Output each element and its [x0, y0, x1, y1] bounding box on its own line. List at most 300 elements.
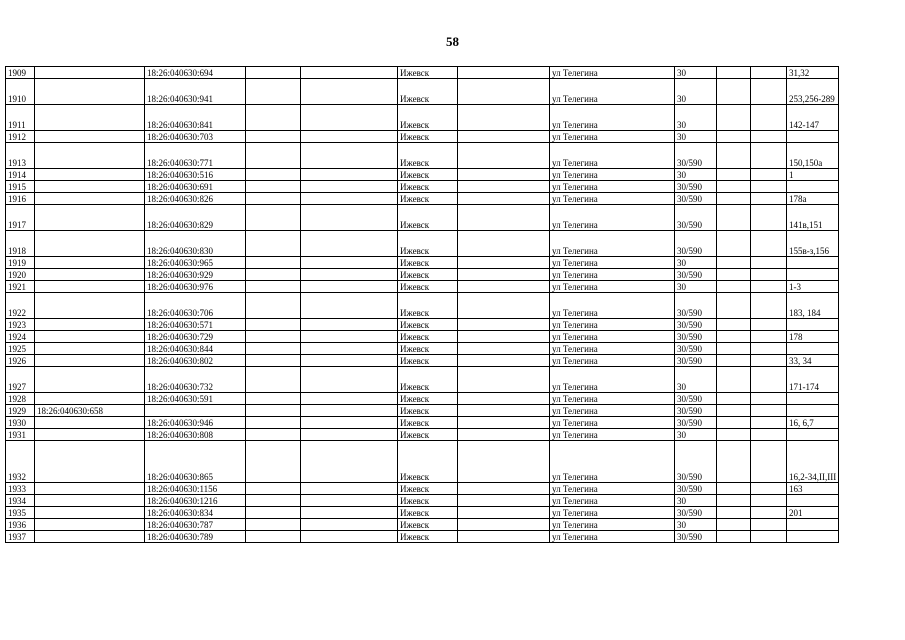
blank-cell-d	[717, 441, 751, 483]
blank-cell-d	[717, 355, 751, 367]
city-cell: Ижевск	[398, 355, 458, 367]
blank-cell-b	[301, 495, 398, 507]
unit-numbers-cell: 201	[787, 507, 839, 519]
house-number-cell: 30	[675, 67, 717, 79]
parcel-number-cell	[35, 355, 145, 367]
cadastral-number-cell: 18:26:040630:802	[145, 355, 246, 367]
blank-cell-d	[717, 79, 751, 105]
street-cell: ул Телегина	[550, 79, 675, 105]
house-number-cell: 30/590	[675, 331, 717, 343]
city-cell: Ижевск	[398, 293, 458, 319]
cadastral-number-cell: 18:26:040630:941	[145, 79, 246, 105]
unit-numbers-cell: 31,32	[787, 67, 839, 79]
blank-cell-b	[301, 293, 398, 319]
table-row	[6, 393, 839, 405]
city-cell: Ижевск	[398, 531, 458, 543]
blank-cell-e	[751, 495, 787, 507]
blank-cell-c	[458, 131, 550, 143]
unit-numbers-cell	[787, 519, 839, 531]
blank-cell-d	[717, 483, 751, 495]
city-cell: Ижевск	[398, 429, 458, 441]
city-cell: Ижевск	[398, 507, 458, 519]
row-number-cell: 1918	[6, 231, 35, 257]
blank-cell-b	[301, 343, 398, 355]
street-cell: ул Телегина	[550, 355, 675, 367]
cadastral-number-cell: 18:26:040630:841	[145, 105, 246, 131]
unit-numbers-cell: 141в,151	[787, 205, 839, 231]
cadastral-number-cell: 18:26:040630:771	[145, 143, 246, 169]
blank-cell-d	[717, 281, 751, 293]
blank-cell-a	[246, 67, 301, 79]
blank-cell-a	[246, 495, 301, 507]
unit-numbers-cell: 163	[787, 483, 839, 495]
blank-cell-c	[458, 319, 550, 331]
blank-cell-a	[246, 105, 301, 131]
blank-cell-e	[751, 293, 787, 319]
street-cell: ул Телегина	[550, 269, 675, 281]
blank-cell-e	[751, 507, 787, 519]
parcel-number-cell	[35, 293, 145, 319]
house-number-cell: 30	[675, 131, 717, 143]
parcel-number-cell	[35, 495, 145, 507]
blank-cell-d	[717, 343, 751, 355]
cadastral-number-cell: 18:26:040630:571	[145, 319, 246, 331]
table-row	[6, 257, 839, 269]
house-number-cell: 30	[675, 79, 717, 105]
blank-cell-b	[301, 367, 398, 393]
blank-cell-e	[751, 531, 787, 543]
blank-cell-a	[246, 355, 301, 367]
city-cell: Ижевск	[398, 417, 458, 429]
row-number-cell: 1937	[6, 531, 35, 543]
unit-numbers-cell	[787, 131, 839, 143]
unit-numbers-cell	[787, 257, 839, 269]
city-cell: Ижевск	[398, 193, 458, 205]
blank-cell-d	[717, 105, 751, 131]
blank-cell-e	[751, 231, 787, 257]
unit-numbers-cell	[787, 429, 839, 441]
house-number-cell: 30/590	[675, 531, 717, 543]
house-number-cell: 30/590	[675, 507, 717, 519]
parcel-number-cell	[35, 429, 145, 441]
parcel-number-cell	[35, 519, 145, 531]
street-cell: ул Телегина	[550, 181, 675, 193]
cadastral-number-cell: 18:26:040630:976	[145, 281, 246, 293]
row-number-cell: 1927	[6, 367, 35, 393]
city-cell: Ижевск	[398, 269, 458, 281]
cadastral-number-cell: 18:26:040630:706	[145, 293, 246, 319]
parcel-number-cell	[35, 417, 145, 429]
parcel-number-cell	[35, 257, 145, 269]
street-cell: ул Телегина	[550, 281, 675, 293]
blank-cell-a	[246, 293, 301, 319]
row-number-cell: 1926	[6, 355, 35, 367]
street-cell: ул Телегина	[550, 507, 675, 519]
row-number-cell: 1913	[6, 143, 35, 169]
city-cell: Ижевск	[398, 79, 458, 105]
cadastral-number-cell: 18:26:040630:691	[145, 181, 246, 193]
blank-cell-d	[717, 181, 751, 193]
blank-cell-e	[751, 519, 787, 531]
city-cell: Ижевск	[398, 143, 458, 169]
blank-cell-c	[458, 105, 550, 131]
blank-cell-c	[458, 483, 550, 495]
unit-numbers-cell	[787, 181, 839, 193]
blank-cell-e	[751, 79, 787, 105]
city-cell: Ижевск	[398, 67, 458, 79]
city-cell: Ижевск	[398, 231, 458, 257]
blank-cell-a	[246, 531, 301, 543]
unit-numbers-cell: 16, 6,7	[787, 417, 839, 429]
house-number-cell: 30	[675, 367, 717, 393]
blank-cell-b	[301, 429, 398, 441]
house-number-cell: 30/590	[675, 343, 717, 355]
blank-cell-c	[458, 231, 550, 257]
unit-numbers-cell: 178а	[787, 193, 839, 205]
blank-cell-a	[246, 507, 301, 519]
blank-cell-e	[751, 319, 787, 331]
table-row	[6, 131, 839, 143]
house-number-cell: 30	[675, 495, 717, 507]
blank-cell-d	[717, 495, 751, 507]
blank-cell-d	[717, 257, 751, 269]
blank-cell-e	[751, 181, 787, 193]
blank-cell-b	[301, 193, 398, 205]
house-number-cell: 30/590	[675, 193, 717, 205]
row-number-cell: 1909	[6, 67, 35, 79]
blank-cell-a	[246, 131, 301, 143]
parcel-number-cell	[35, 507, 145, 519]
blank-cell-a	[246, 143, 301, 169]
table-row	[6, 343, 839, 355]
table-row	[6, 169, 839, 181]
table-row	[6, 429, 839, 441]
blank-cell-a	[246, 205, 301, 231]
house-number-cell: 30/590	[675, 405, 717, 417]
blank-cell-b	[301, 205, 398, 231]
street-cell: ул Телегина	[550, 231, 675, 257]
house-number-cell: 30/590	[675, 355, 717, 367]
blank-cell-c	[458, 193, 550, 205]
page-number: 58	[446, 34, 459, 49]
unit-numbers-cell: 1-3	[787, 281, 839, 293]
blank-cell-c	[458, 269, 550, 281]
blank-cell-e	[751, 355, 787, 367]
row-number-cell: 1916	[6, 193, 35, 205]
street-cell: ул Телегина	[550, 293, 675, 319]
street-cell: ул Телегина	[550, 441, 675, 483]
blank-cell-d	[717, 169, 751, 181]
table-row	[6, 355, 839, 367]
blank-cell-e	[751, 405, 787, 417]
cadastral-number-cell: 18:26:040630:732	[145, 367, 246, 393]
blank-cell-c	[458, 531, 550, 543]
blank-cell-e	[751, 205, 787, 231]
blank-cell-d	[717, 405, 751, 417]
house-number-cell: 30/590	[675, 181, 717, 193]
city-cell: Ижевск	[398, 281, 458, 293]
parcel-number-cell	[35, 331, 145, 343]
unit-numbers-cell: 183, 184	[787, 293, 839, 319]
blank-cell-a	[246, 343, 301, 355]
blank-cell-b	[301, 79, 398, 105]
blank-cell-d	[717, 293, 751, 319]
blank-cell-a	[246, 519, 301, 531]
blank-cell-b	[301, 67, 398, 79]
row-number-cell: 1931	[6, 429, 35, 441]
row-number-cell: 1925	[6, 343, 35, 355]
unit-numbers-cell: 150,150а	[787, 143, 839, 169]
street-cell: ул Телегина	[550, 193, 675, 205]
blank-cell-b	[301, 281, 398, 293]
street-cell: ул Телегина	[550, 205, 675, 231]
blank-cell-c	[458, 143, 550, 169]
cadastral-number-cell: 18:26:040630:965	[145, 257, 246, 269]
table-row	[6, 331, 839, 343]
row-number-cell: 1917	[6, 205, 35, 231]
city-cell: Ижевск	[398, 393, 458, 405]
unit-numbers-cell: 178	[787, 331, 839, 343]
table-row	[6, 417, 839, 429]
street-cell: ул Телегина	[550, 105, 675, 131]
table-row	[6, 319, 839, 331]
city-cell: Ижевск	[398, 131, 458, 143]
blank-cell-c	[458, 417, 550, 429]
row-number-cell: 1919	[6, 257, 35, 269]
blank-cell-e	[751, 331, 787, 343]
blank-cell-e	[751, 131, 787, 143]
cadastral-number-cell: 18:26:040630:1156	[145, 483, 246, 495]
blank-cell-a	[246, 417, 301, 429]
blank-cell-c	[458, 293, 550, 319]
city-cell: Ижевск	[398, 205, 458, 231]
table-row	[6, 79, 839, 105]
city-cell: Ижевск	[398, 169, 458, 181]
cadastral-number-cell: 18:26:040630:703	[145, 131, 246, 143]
blank-cell-a	[246, 319, 301, 331]
blank-cell-c	[458, 355, 550, 367]
city-cell: Ижевск	[398, 367, 458, 393]
cadastral-number-cell	[145, 405, 246, 417]
parcel-number-cell	[35, 105, 145, 131]
city-cell: Ижевск	[398, 105, 458, 131]
blank-cell-e	[751, 67, 787, 79]
blank-cell-b	[301, 531, 398, 543]
blank-cell-b	[301, 331, 398, 343]
table-row	[6, 483, 839, 495]
house-number-cell: 30/590	[675, 205, 717, 231]
blank-cell-e	[751, 343, 787, 355]
parcel-number-cell	[35, 231, 145, 257]
blank-cell-a	[246, 193, 301, 205]
parcel-number-cell	[35, 367, 145, 393]
row-number-cell: 1920	[6, 269, 35, 281]
street-cell: ул Телегина	[550, 483, 675, 495]
table-row	[6, 367, 839, 393]
blank-cell-d	[717, 393, 751, 405]
unit-numbers-cell	[787, 319, 839, 331]
unit-numbers-cell	[787, 343, 839, 355]
blank-cell-b	[301, 507, 398, 519]
blank-cell-b	[301, 257, 398, 269]
row-number-cell: 1934	[6, 495, 35, 507]
house-number-cell: 30/590	[675, 441, 717, 483]
house-number-cell: 30	[675, 105, 717, 131]
parcel-number-cell	[35, 131, 145, 143]
blank-cell-c	[458, 257, 550, 269]
blank-cell-d	[717, 205, 751, 231]
street-cell: ул Телегина	[550, 143, 675, 169]
blank-cell-b	[301, 269, 398, 281]
house-number-cell: 30/590	[675, 293, 717, 319]
city-cell: Ижевск	[398, 257, 458, 269]
cadastral-number-cell: 18:26:040630:729	[145, 331, 246, 343]
city-cell: Ижевск	[398, 181, 458, 193]
row-number-cell: 1923	[6, 319, 35, 331]
row-number-cell: 1935	[6, 507, 35, 519]
table-row	[6, 495, 839, 507]
blank-cell-d	[717, 193, 751, 205]
street-cell: ул Телегина	[550, 331, 675, 343]
blank-cell-b	[301, 143, 398, 169]
blank-cell-e	[751, 393, 787, 405]
parcel-number-cell	[35, 181, 145, 193]
street-cell: ул Телегина	[550, 417, 675, 429]
house-number-cell: 30	[675, 281, 717, 293]
unit-numbers-cell	[787, 531, 839, 543]
blank-cell-c	[458, 331, 550, 343]
table-row	[6, 105, 839, 131]
row-number-cell: 1911	[6, 105, 35, 131]
table-row	[6, 181, 839, 193]
blank-cell-c	[458, 519, 550, 531]
blank-cell-c	[458, 67, 550, 79]
unit-numbers-cell: 155в-з,156	[787, 231, 839, 257]
blank-cell-a	[246, 281, 301, 293]
table-row	[6, 67, 839, 79]
unit-numbers-cell	[787, 405, 839, 417]
cadastral-number-cell: 18:26:040630:516	[145, 169, 246, 181]
blank-cell-d	[717, 143, 751, 169]
street-cell: ул Телегина	[550, 257, 675, 269]
cadastral-number-cell: 18:26:040630:787	[145, 519, 246, 531]
blank-cell-d	[717, 131, 751, 143]
blank-cell-b	[301, 355, 398, 367]
cadastral-number-cell: 18:26:040630:844	[145, 343, 246, 355]
blank-cell-c	[458, 429, 550, 441]
parcel-number-cell	[35, 169, 145, 181]
parcel-number-cell	[35, 393, 145, 405]
blank-cell-d	[717, 507, 751, 519]
row-number-cell: 1912	[6, 131, 35, 143]
blank-cell-c	[458, 441, 550, 483]
row-number-cell: 1930	[6, 417, 35, 429]
row-number-cell: 1933	[6, 483, 35, 495]
blank-cell-c	[458, 181, 550, 193]
blank-cell-b	[301, 319, 398, 331]
blank-cell-d	[717, 429, 751, 441]
cadastral-number-cell: 18:26:040630:591	[145, 393, 246, 405]
city-cell: Ижевск	[398, 331, 458, 343]
house-number-cell: 30	[675, 429, 717, 441]
unit-numbers-cell: 16,2-34,II,III	[787, 441, 839, 483]
row-number-cell: 1922	[6, 293, 35, 319]
blank-cell-a	[246, 257, 301, 269]
blank-cell-b	[301, 483, 398, 495]
unit-numbers-cell	[787, 269, 839, 281]
cadastral-number-cell: 18:26:040630:789	[145, 531, 246, 543]
blank-cell-d	[717, 231, 751, 257]
parcel-number-cell	[35, 79, 145, 105]
blank-cell-a	[246, 169, 301, 181]
house-number-cell: 30/590	[675, 269, 717, 281]
house-number-cell: 30/590	[675, 417, 717, 429]
row-number-cell: 1924	[6, 331, 35, 343]
blank-cell-a	[246, 269, 301, 281]
unit-numbers-cell: 253,256-289	[787, 79, 839, 105]
table-row	[6, 231, 839, 257]
blank-cell-b	[301, 441, 398, 483]
unit-numbers-cell: 171-174	[787, 367, 839, 393]
blank-cell-e	[751, 269, 787, 281]
blank-cell-d	[717, 367, 751, 393]
cadastral-number-cell: 18:26:040630:694	[145, 67, 246, 79]
blank-cell-e	[751, 483, 787, 495]
blank-cell-d	[717, 319, 751, 331]
blank-cell-c	[458, 393, 550, 405]
cadastral-number-cell: 18:26:040630:829	[145, 205, 246, 231]
parcel-number-cell	[35, 441, 145, 483]
table-row	[6, 281, 839, 293]
blank-cell-a	[246, 367, 301, 393]
house-number-cell: 30/590	[675, 483, 717, 495]
blank-cell-a	[246, 231, 301, 257]
street-cell: ул Телегина	[550, 405, 675, 417]
blank-cell-b	[301, 105, 398, 131]
cadastral-number-cell: 18:26:040630:826	[145, 193, 246, 205]
city-cell: Ижевск	[398, 519, 458, 531]
cadastral-number-cell: 18:26:040630:830	[145, 231, 246, 257]
table-row	[6, 293, 839, 319]
blank-cell-c	[458, 507, 550, 519]
street-cell: ул Телегина	[550, 519, 675, 531]
blank-cell-e	[751, 417, 787, 429]
parcel-number-cell	[35, 205, 145, 231]
house-number-cell: 30/590	[675, 231, 717, 257]
blank-cell-a	[246, 483, 301, 495]
unit-numbers-cell: 142-147	[787, 105, 839, 131]
blank-cell-b	[301, 181, 398, 193]
city-cell: Ижевск	[398, 483, 458, 495]
house-number-cell: 30/590	[675, 319, 717, 331]
street-cell: ул Телегина	[550, 343, 675, 355]
blank-cell-e	[751, 441, 787, 483]
registry-table	[5, 66, 839, 543]
table-row	[6, 193, 839, 205]
blank-cell-a	[246, 405, 301, 417]
blank-cell-c	[458, 281, 550, 293]
street-cell: ул Телегина	[550, 319, 675, 331]
street-cell: ул Телегина	[550, 131, 675, 143]
parcel-number-cell: 18:26:040630:658	[35, 405, 145, 417]
blank-cell-b	[301, 393, 398, 405]
blank-cell-e	[751, 367, 787, 393]
parcel-number-cell	[35, 269, 145, 281]
blank-cell-b	[301, 131, 398, 143]
blank-cell-a	[246, 181, 301, 193]
parcel-number-cell	[35, 343, 145, 355]
street-cell: ул Телегина	[550, 531, 675, 543]
